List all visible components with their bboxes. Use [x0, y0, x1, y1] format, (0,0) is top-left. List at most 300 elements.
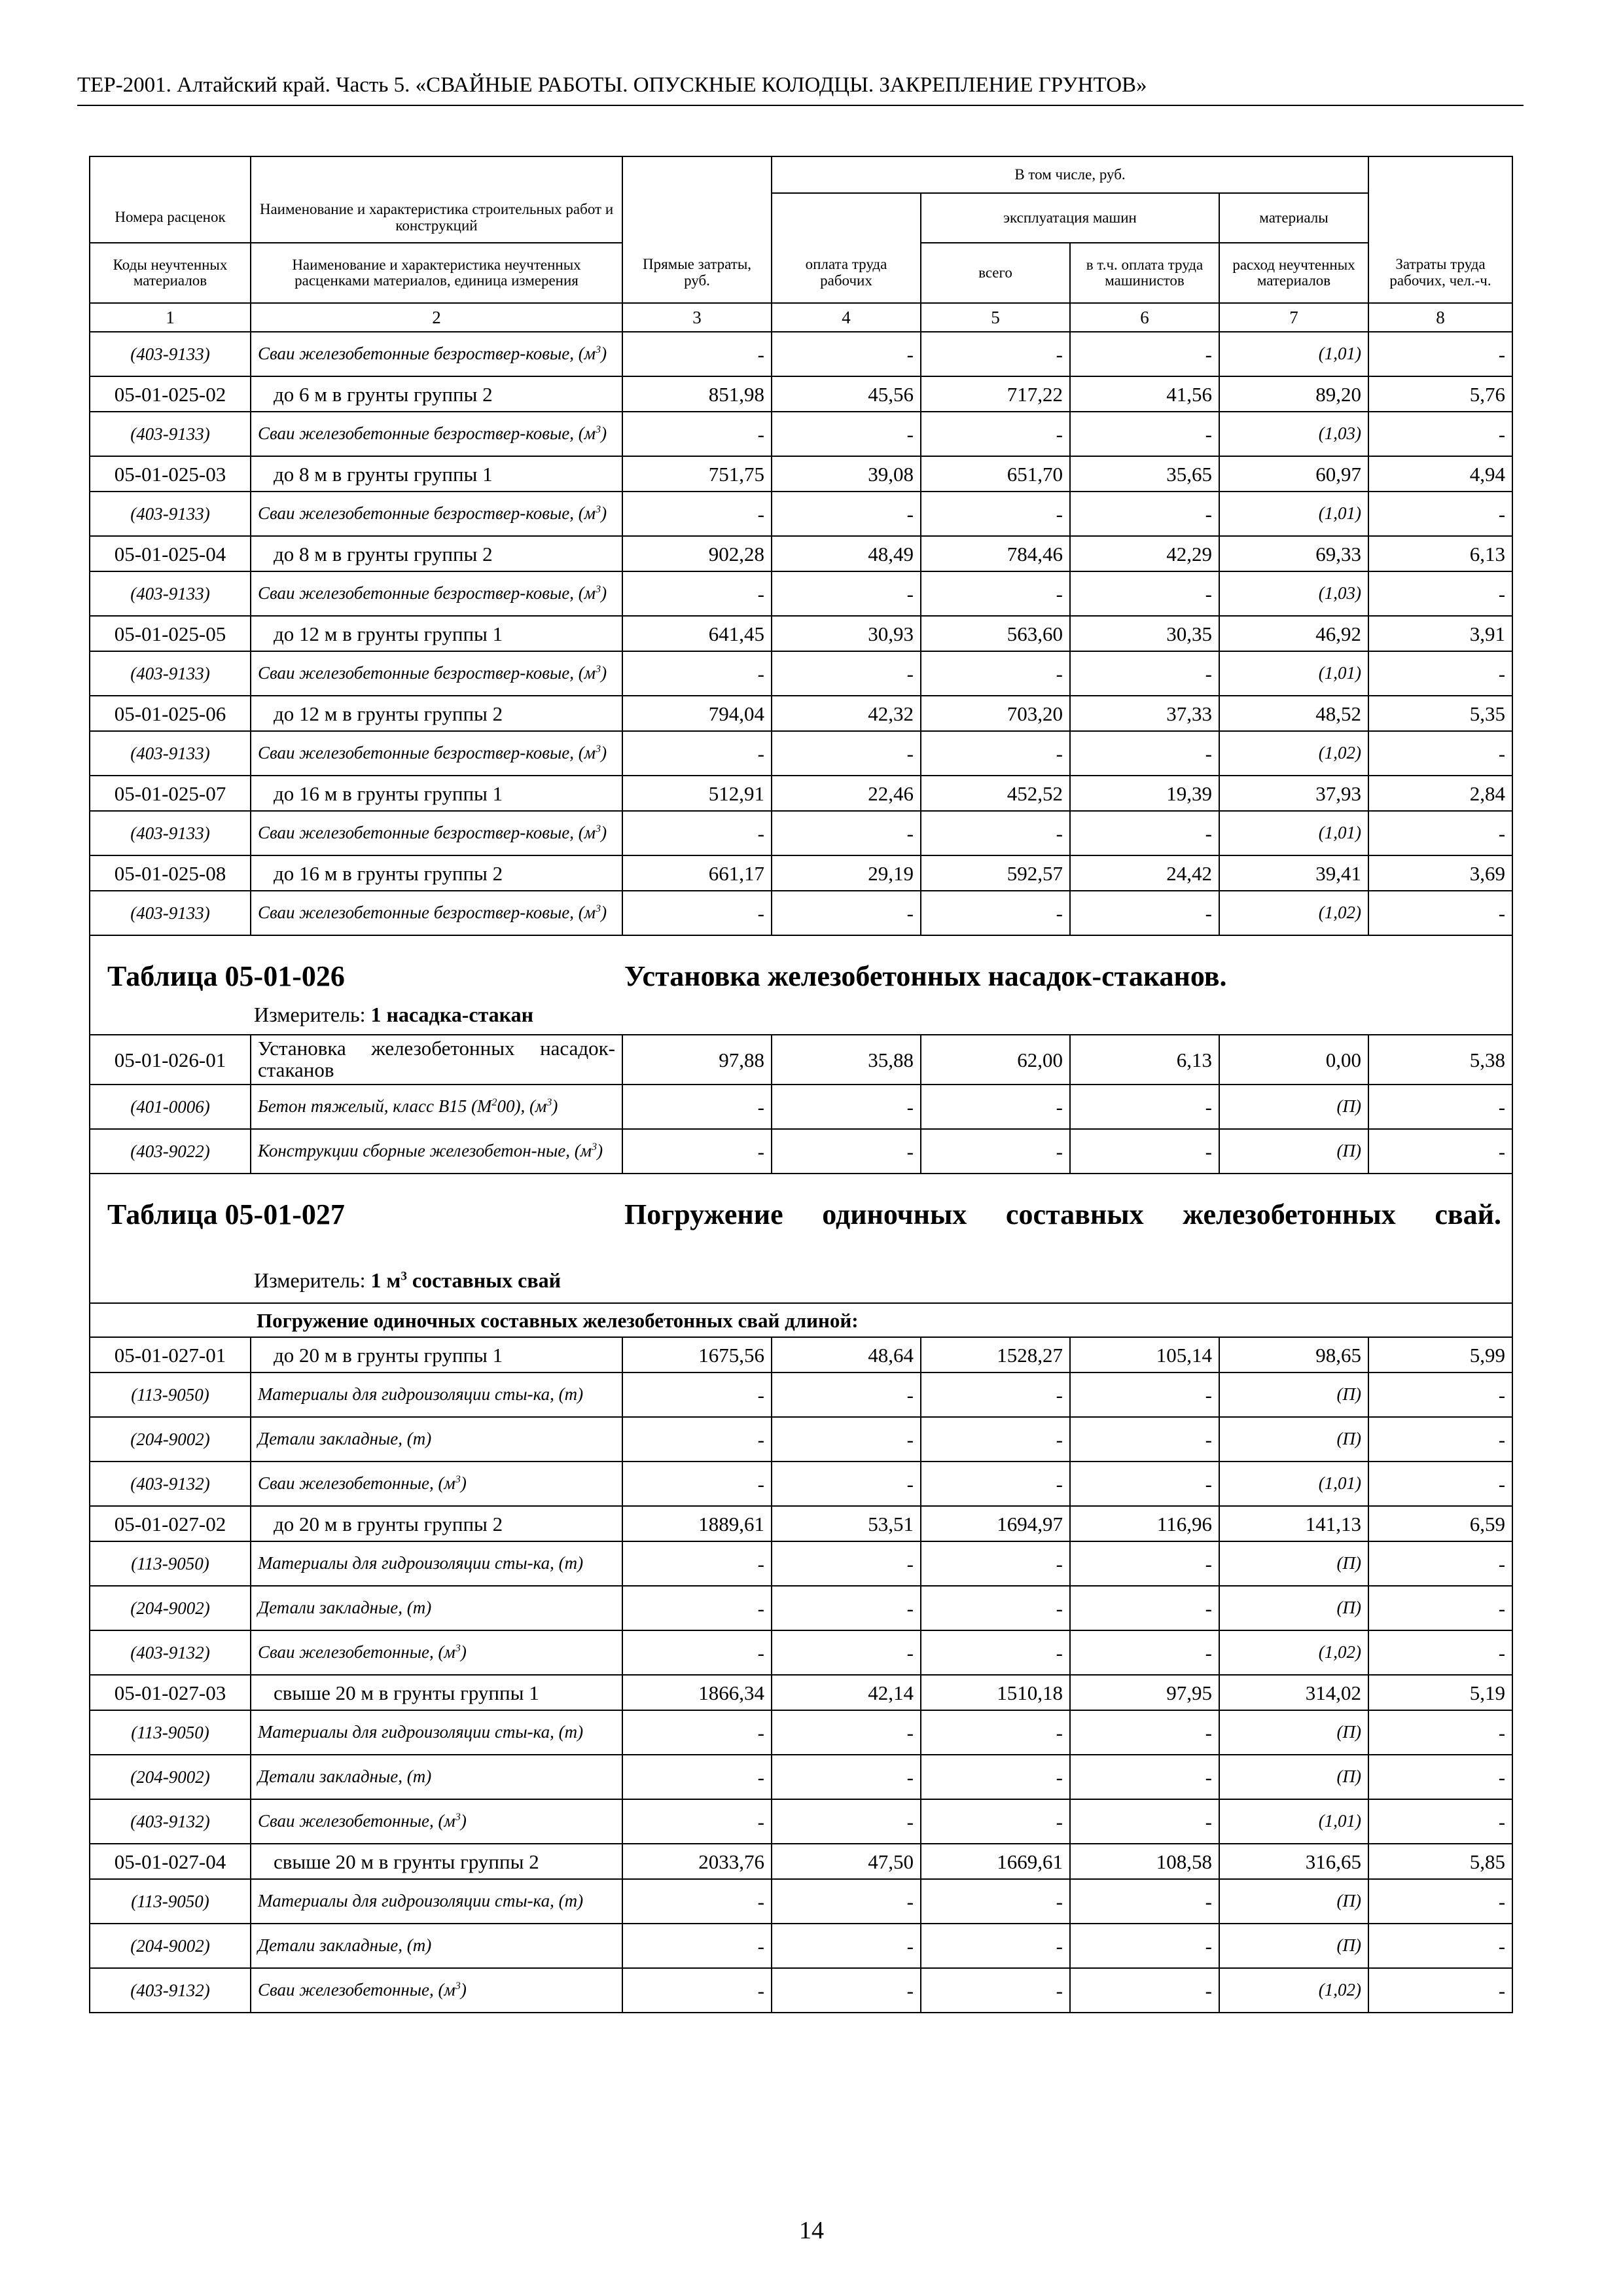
rate-description: до 16 м в грунты группы 2: [251, 855, 622, 891]
table-row: [90, 1417, 1512, 1462]
rate-description: свыше 20 м в грунты группы 1: [251, 1675, 622, 1710]
rate-code: 05-01-025-03: [90, 456, 251, 492]
material-code: (403-9133): [90, 731, 251, 776]
dash-value: -: [622, 1924, 772, 1968]
material-code: (401-0006): [90, 1085, 251, 1129]
rate-value: 48,49: [772, 536, 921, 571]
header-labor-hours: Затраты труда рабочих, чел.-ч.: [1368, 243, 1512, 303]
table-row: [90, 1879, 1512, 1924]
table-row: [90, 536, 1512, 571]
material-quantity: (1,01): [1219, 811, 1368, 855]
rate-description: до 20 м в грунты группы 2: [251, 1506, 622, 1541]
material-code: (113-9050): [90, 1879, 251, 1924]
material-quantity: (1,02): [1219, 1968, 1368, 2013]
rate-value: 5,19: [1368, 1675, 1512, 1710]
material-code: (403-9133): [90, 891, 251, 935]
table-row: [90, 1541, 1512, 1586]
table-row: [90, 1924, 1512, 1968]
material-description: Сваи железобетонные безроствер-ковые, $(м^3)$: [251, 412, 622, 456]
rate-value: 48,52: [1219, 696, 1368, 731]
dash-value: -: [1070, 332, 1219, 376]
column-number: 1: [90, 303, 251, 332]
rate-value: 97,88: [622, 1035, 772, 1085]
rate-value: 1694,97: [921, 1506, 1070, 1541]
table-row: [90, 1755, 1512, 1799]
material-code: (403-9022): [90, 1129, 251, 1174]
rate-description: до 20 м в грунты группы 1: [251, 1337, 622, 1372]
rate-code: 05-01-026-01: [90, 1035, 251, 1085]
column-number: 3: [622, 303, 772, 332]
header-blank: [622, 193, 772, 243]
rate-value: 141,13: [1219, 1506, 1368, 1541]
rate-value: 37,33: [1070, 696, 1219, 731]
table-row: [90, 891, 1512, 935]
rate-value: 703,20: [921, 696, 1070, 731]
rate-value: 60,97: [1219, 456, 1368, 492]
rate-value: 47,50: [772, 1844, 921, 1879]
dash-value: -: [1368, 1879, 1512, 1924]
dash-value: -: [772, 332, 921, 376]
dash-value: -: [921, 1755, 1070, 1799]
material-quantity: (П): [1219, 1372, 1368, 1417]
material-description: Сваи железобетонные, $(м^3)$: [251, 1630, 622, 1675]
dash-value: -: [1368, 571, 1512, 616]
dash-value: -: [921, 1417, 1070, 1462]
dash-value: -: [622, 492, 772, 536]
rates-table-wrapper: [89, 156, 1512, 2013]
dash-value: -: [1070, 1372, 1219, 1417]
rate-description: до 12 м в грунты группы 1: [251, 616, 622, 651]
material-code: (403-9133): [90, 811, 251, 855]
rate-value: 116,96: [1070, 1506, 1219, 1541]
rate-value: 6,13: [1368, 536, 1512, 571]
material-quantity: (П): [1219, 1755, 1368, 1799]
dash-value: -: [921, 1462, 1070, 1506]
table-measure: Измеритель: 1 насадка-стакан: [254, 1003, 534, 1026]
rate-value: 39,41: [1219, 855, 1368, 891]
dash-value: -: [1070, 1541, 1219, 1586]
dash-value: -: [1070, 1924, 1219, 1968]
rate-value: 41,56: [1070, 376, 1219, 412]
table-row: [90, 935, 1512, 1035]
table-row: [90, 696, 1512, 731]
material-quantity: (1,02): [1219, 731, 1368, 776]
dash-value: -: [921, 1879, 1070, 1924]
material-quantity: (1,02): [1219, 891, 1368, 935]
table-row: [90, 651, 1512, 696]
material-quantity: (1,01): [1219, 651, 1368, 696]
table-title-block: [90, 1174, 1512, 1303]
dash-value: -: [1368, 1799, 1512, 1844]
dash-value: -: [622, 1879, 772, 1924]
dash-value: -: [1368, 1372, 1512, 1417]
material-description: Материалы для гидроизоляции сты-ка, (т): [251, 1710, 622, 1755]
rate-value: 1889,61: [622, 1506, 772, 1541]
dash-value: -: [772, 412, 921, 456]
dash-value: -: [1070, 651, 1219, 696]
dash-value: -: [622, 1755, 772, 1799]
material-description: Конструкции сборные железобетон-ные, $(м^3)$: [251, 1129, 622, 1174]
rate-value: 6,13: [1070, 1035, 1219, 1085]
rate-value: 105,14: [1070, 1337, 1219, 1372]
table-row: [90, 1630, 1512, 1675]
table-row: [90, 332, 1512, 376]
rate-description: до 16 м в грунты группы 1: [251, 776, 622, 811]
table-row: [90, 456, 1512, 492]
rate-value: 97,95: [1070, 1675, 1219, 1710]
rate-value: 316,65: [1219, 1844, 1368, 1879]
dash-value: -: [622, 1710, 772, 1755]
dash-value: -: [772, 1129, 921, 1174]
dash-value: -: [622, 1586, 772, 1630]
dash-value: -: [1070, 412, 1219, 456]
rates-table: [89, 156, 1513, 2013]
rate-value: 42,14: [772, 1675, 921, 1710]
rate-value: 46,92: [1219, 616, 1368, 651]
material-quantity: (П): [1219, 1710, 1368, 1755]
dash-value: -: [772, 1462, 921, 1506]
rate-value: 1669,61: [921, 1844, 1070, 1879]
material-code: (204-9002): [90, 1586, 251, 1630]
dash-value: -: [1368, 1968, 1512, 2013]
table-row: [90, 855, 1512, 891]
rate-value: 6,59: [1368, 1506, 1512, 1541]
dash-value: -: [1368, 1417, 1512, 1462]
table-row: [90, 1844, 1512, 1879]
dash-value: -: [772, 571, 921, 616]
material-description: Детали закладные, (т): [251, 1924, 622, 1968]
dash-value: -: [622, 1085, 772, 1129]
dash-value: -: [772, 1968, 921, 2013]
dash-value: -: [921, 731, 1070, 776]
material-quantity: (1,03): [1219, 412, 1368, 456]
material-code: (403-9133): [90, 412, 251, 456]
table-row: [90, 571, 1512, 616]
dash-value: -: [921, 891, 1070, 935]
table-row: [90, 1675, 1512, 1710]
dash-value: -: [1070, 1417, 1219, 1462]
dash-value: -: [921, 1541, 1070, 1586]
dash-value: -: [921, 1710, 1070, 1755]
rate-value: 45,56: [772, 376, 921, 412]
material-quantity: (П): [1219, 1924, 1368, 1968]
header-blank: [1368, 193, 1512, 243]
dash-value: -: [1368, 412, 1512, 456]
dash-value: -: [772, 731, 921, 776]
rate-value: 784,46: [921, 536, 1070, 571]
rate-value: 5,35: [1368, 696, 1512, 731]
dash-value: -: [1070, 1710, 1219, 1755]
material-code: (113-9050): [90, 1710, 251, 1755]
rate-value: 717,22: [921, 376, 1070, 412]
table-label: Таблица 05-01-026: [107, 960, 345, 992]
material-quantity: (П): [1219, 1129, 1368, 1174]
table-row: [90, 1129, 1512, 1174]
rate-value: 1675,56: [622, 1337, 772, 1372]
dash-value: -: [772, 1417, 921, 1462]
rate-value: 651,70: [921, 456, 1070, 492]
dash-value: -: [772, 1541, 921, 1586]
rate-code: 05-01-025-02: [90, 376, 251, 412]
material-code: (403-9133): [90, 571, 251, 616]
rate-value: 2,84: [1368, 776, 1512, 811]
dash-value: -: [1368, 651, 1512, 696]
table-title: Установка железобетонных насадок-стаканов.: [624, 960, 1227, 992]
dash-value: -: [772, 1710, 921, 1755]
rate-value: 62,00: [921, 1035, 1070, 1085]
material-code: (403-9132): [90, 1462, 251, 1506]
dash-value: -: [1070, 1085, 1219, 1129]
header-blank: [90, 156, 251, 193]
material-description: Материалы для гидроизоляции сты-ка, (т): [251, 1879, 622, 1924]
dash-value: -: [1368, 1129, 1512, 1174]
header-materials: материалы: [1219, 193, 1368, 243]
material-description: Детали закладные, (т): [251, 1586, 622, 1630]
material-description: Детали закладные, (т): [251, 1417, 622, 1462]
table-row: [90, 1586, 1512, 1630]
material-code: (403-9132): [90, 1630, 251, 1675]
dash-value: -: [1368, 492, 1512, 536]
material-description: Бетон тяжелый, класс В15 $(М^200)$, $(м^3)$: [251, 1085, 622, 1129]
material-quantity: (П): [1219, 1541, 1368, 1586]
dash-value: -: [1368, 1630, 1512, 1675]
rate-value: 53,51: [772, 1506, 921, 1541]
dash-value: -: [622, 1129, 772, 1174]
rate-value: 30,93: [772, 616, 921, 651]
rate-value: 35,65: [1070, 456, 1219, 492]
table-row: [90, 1174, 1512, 1303]
rate-value: 512,91: [622, 776, 772, 811]
dash-value: -: [1368, 1710, 1512, 1755]
table-row: [90, 1303, 1512, 1337]
dash-value: -: [921, 1799, 1070, 1844]
header-codes: Коды неучтенных материалов: [90, 243, 251, 303]
material-code: (403-9133): [90, 492, 251, 536]
header-machines: эксплуатация машин: [921, 193, 1219, 243]
dash-value: -: [1368, 1541, 1512, 1586]
header-blank: [1368, 156, 1512, 193]
rate-value: 661,17: [622, 855, 772, 891]
header-total: всего: [921, 243, 1070, 303]
rate-value: 108,58: [1070, 1844, 1219, 1879]
dash-value: -: [921, 1372, 1070, 1417]
material-quantity: (П): [1219, 1879, 1368, 1924]
material-description: Материалы для гидроизоляции сты-ка, (т): [251, 1372, 622, 1417]
material-quantity: (П): [1219, 1586, 1368, 1630]
rate-description: свыше 20 м в грунты группы 2: [251, 1844, 622, 1879]
table-row: [90, 1337, 1512, 1372]
table-row: [90, 811, 1512, 855]
rate-description: до 6 м в грунты группы 2: [251, 376, 622, 412]
dash-value: -: [1070, 1462, 1219, 1506]
dash-value: -: [622, 332, 772, 376]
column-number: 5: [921, 303, 1070, 332]
dash-value: -: [622, 1462, 772, 1506]
dash-value: -: [772, 1799, 921, 1844]
page-header: ТЕР-2001. Алтайский край. Часть 5. «СВАЙНЫЕ РАБОТЫ. ОПУСКНЫЕ КОЛОДЦЫ. ЗАКРЕПЛЕНИЕ ГРУНТОВ»: [77, 73, 1147, 97]
rate-value: 19,39: [1070, 776, 1219, 811]
dash-value: -: [921, 571, 1070, 616]
table-measure: Измеритель: 1 $м^3$ составных свай: [254, 1268, 562, 1292]
dash-value: -: [1070, 731, 1219, 776]
rate-value: 2033,76: [622, 1844, 772, 1879]
dash-value: -: [622, 1799, 772, 1844]
table-row: [90, 776, 1512, 811]
header-blank: [622, 156, 772, 193]
rate-code: 05-01-025-04: [90, 536, 251, 571]
rate-value: 4,94: [1368, 456, 1512, 492]
dash-value: -: [921, 1129, 1070, 1174]
rate-value: 5,85: [1368, 1844, 1512, 1879]
column-numbers-row: [90, 303, 1512, 332]
dash-value: -: [622, 1968, 772, 2013]
dash-value: -: [772, 1755, 921, 1799]
dash-value: -: [1368, 811, 1512, 855]
table-row: [90, 731, 1512, 776]
rate-code: 05-01-027-04: [90, 1844, 251, 1879]
material-description: Материалы для гидроизоляции сты-ка, (т): [251, 1541, 622, 1586]
dash-value: -: [772, 811, 921, 855]
rate-value: 39,08: [772, 456, 921, 492]
material-description: Сваи железобетонные безроствер-ковые, $(м^3)$: [251, 811, 622, 855]
material-code: (113-9050): [90, 1541, 251, 1586]
material-description: Сваи железобетонные безроствер-ковые, $(м^3)$: [251, 571, 622, 616]
material-quantity: (1,01): [1219, 492, 1368, 536]
material-description: Сваи железобетонные безроствер-ковые, $(м^3)$: [251, 492, 622, 536]
table-row: [90, 1506, 1512, 1541]
rate-value: 751,75: [622, 456, 772, 492]
column-number: 2: [251, 303, 622, 332]
rate-code: 05-01-025-08: [90, 855, 251, 891]
rate-value: 89,20: [1219, 376, 1368, 412]
rate-description: Установка железобетонных насадок-стаканов: [251, 1035, 622, 1085]
rate-code: 05-01-027-01: [90, 1337, 251, 1372]
rate-value: 314,02: [1219, 1675, 1368, 1710]
dash-value: -: [1070, 1129, 1219, 1174]
dash-value: -: [921, 1630, 1070, 1675]
dash-value: -: [772, 1372, 921, 1417]
material-description: Сваи железобетонные безроствер-ковые, $(м^3)$: [251, 332, 622, 376]
column-number: 6: [1070, 303, 1219, 332]
column-number: 4: [772, 303, 921, 332]
rate-value: 22,46: [772, 776, 921, 811]
material-quantity: (1,01): [1219, 332, 1368, 376]
material-quantity: (1,03): [1219, 571, 1368, 616]
dash-value: -: [1070, 1586, 1219, 1630]
header-including: В том числе, руб.: [772, 156, 1368, 193]
table-row: [90, 1799, 1512, 1844]
header-name2: Наименование и характеристика неучтенных расценками материалов, единица измерения: [251, 243, 622, 303]
dash-value: -: [1070, 492, 1219, 536]
rate-value: 641,45: [622, 616, 772, 651]
rate-value: 563,60: [921, 616, 1070, 651]
material-quantity: (1,01): [1219, 1799, 1368, 1844]
rate-value: 48,64: [772, 1337, 921, 1372]
rate-value: 5,99: [1368, 1337, 1512, 1372]
rate-description: до 8 м в грунты группы 1: [251, 456, 622, 492]
material-code: (403-9132): [90, 1799, 251, 1844]
dash-value: -: [921, 1924, 1070, 1968]
rate-value: 29,19: [772, 855, 921, 891]
dash-value: -: [921, 1586, 1070, 1630]
material-code: (403-9132): [90, 1968, 251, 2013]
rate-value: 851,98: [622, 376, 772, 412]
material-quantity: (П): [1219, 1417, 1368, 1462]
rate-value: 42,29: [1070, 536, 1219, 571]
dash-value: -: [622, 811, 772, 855]
rate-value: 592,57: [921, 855, 1070, 891]
column-number: 8: [1368, 303, 1512, 332]
dash-value: -: [772, 1924, 921, 1968]
rate-value: 5,38: [1368, 1035, 1512, 1085]
material-description: Сваи железобетонные безроствер-ковые, $(м^3)$: [251, 651, 622, 696]
rate-value: 902,28: [622, 536, 772, 571]
dash-value: -: [1070, 1630, 1219, 1675]
section-heading: Погружение одиночных составных железобетонных свай длиной:: [90, 1303, 1512, 1337]
dash-value: -: [921, 492, 1070, 536]
dash-value: -: [622, 1372, 772, 1417]
rate-value: 42,32: [772, 696, 921, 731]
header-consumption: расход неучтенных материалов: [1219, 243, 1368, 303]
material-description: Сваи железобетонные безроствер-ковые, $(м^3)$: [251, 731, 622, 776]
dash-value: -: [1070, 1879, 1219, 1924]
material-code: (403-9133): [90, 651, 251, 696]
material-description: Сваи железобетонные, $(м^3)$: [251, 1968, 622, 2013]
dash-value: -: [622, 1417, 772, 1462]
dash-value: -: [921, 332, 1070, 376]
dash-value: -: [1070, 1799, 1219, 1844]
dash-value: -: [772, 1586, 921, 1630]
rate-value: 98,65: [1219, 1337, 1368, 1372]
dash-value: -: [1368, 1085, 1512, 1129]
dash-value: -: [772, 492, 921, 536]
material-code: (403-9133): [90, 332, 251, 376]
rate-value: 1510,18: [921, 1675, 1070, 1710]
dash-value: -: [921, 1968, 1070, 2013]
dash-value: -: [622, 891, 772, 935]
dash-value: -: [1070, 811, 1219, 855]
rate-value: 30,35: [1070, 616, 1219, 651]
dash-value: -: [622, 651, 772, 696]
dash-value: -: [772, 891, 921, 935]
material-code: (204-9002): [90, 1417, 251, 1462]
material-quantity: (П): [1219, 1085, 1368, 1129]
rate-code: 05-01-025-06: [90, 696, 251, 731]
header-rule: [77, 105, 1524, 106]
table-row: [90, 492, 1512, 536]
header-blank: [772, 193, 921, 243]
rate-value: 0,00: [1219, 1035, 1368, 1085]
dash-value: -: [772, 651, 921, 696]
rate-code: 05-01-027-03: [90, 1675, 251, 1710]
rate-value: 794,04: [622, 696, 772, 731]
dash-value: -: [622, 731, 772, 776]
table-row: [90, 1462, 1512, 1506]
table-row: [90, 616, 1512, 651]
column-number: 7: [1219, 303, 1368, 332]
dash-value: -: [1368, 1586, 1512, 1630]
material-quantity: (1,02): [1219, 1630, 1368, 1675]
dash-value: -: [622, 1630, 772, 1675]
page-number: 14: [799, 2217, 824, 2244]
dash-value: -: [1070, 1968, 1219, 2013]
dash-value: -: [622, 1541, 772, 1586]
dash-value: -: [1368, 891, 1512, 935]
dash-value: -: [772, 1879, 921, 1924]
rate-code: 05-01-025-07: [90, 776, 251, 811]
material-description: Сваи железобетонные, $(м^3)$: [251, 1462, 622, 1506]
table-row: [90, 376, 1512, 412]
